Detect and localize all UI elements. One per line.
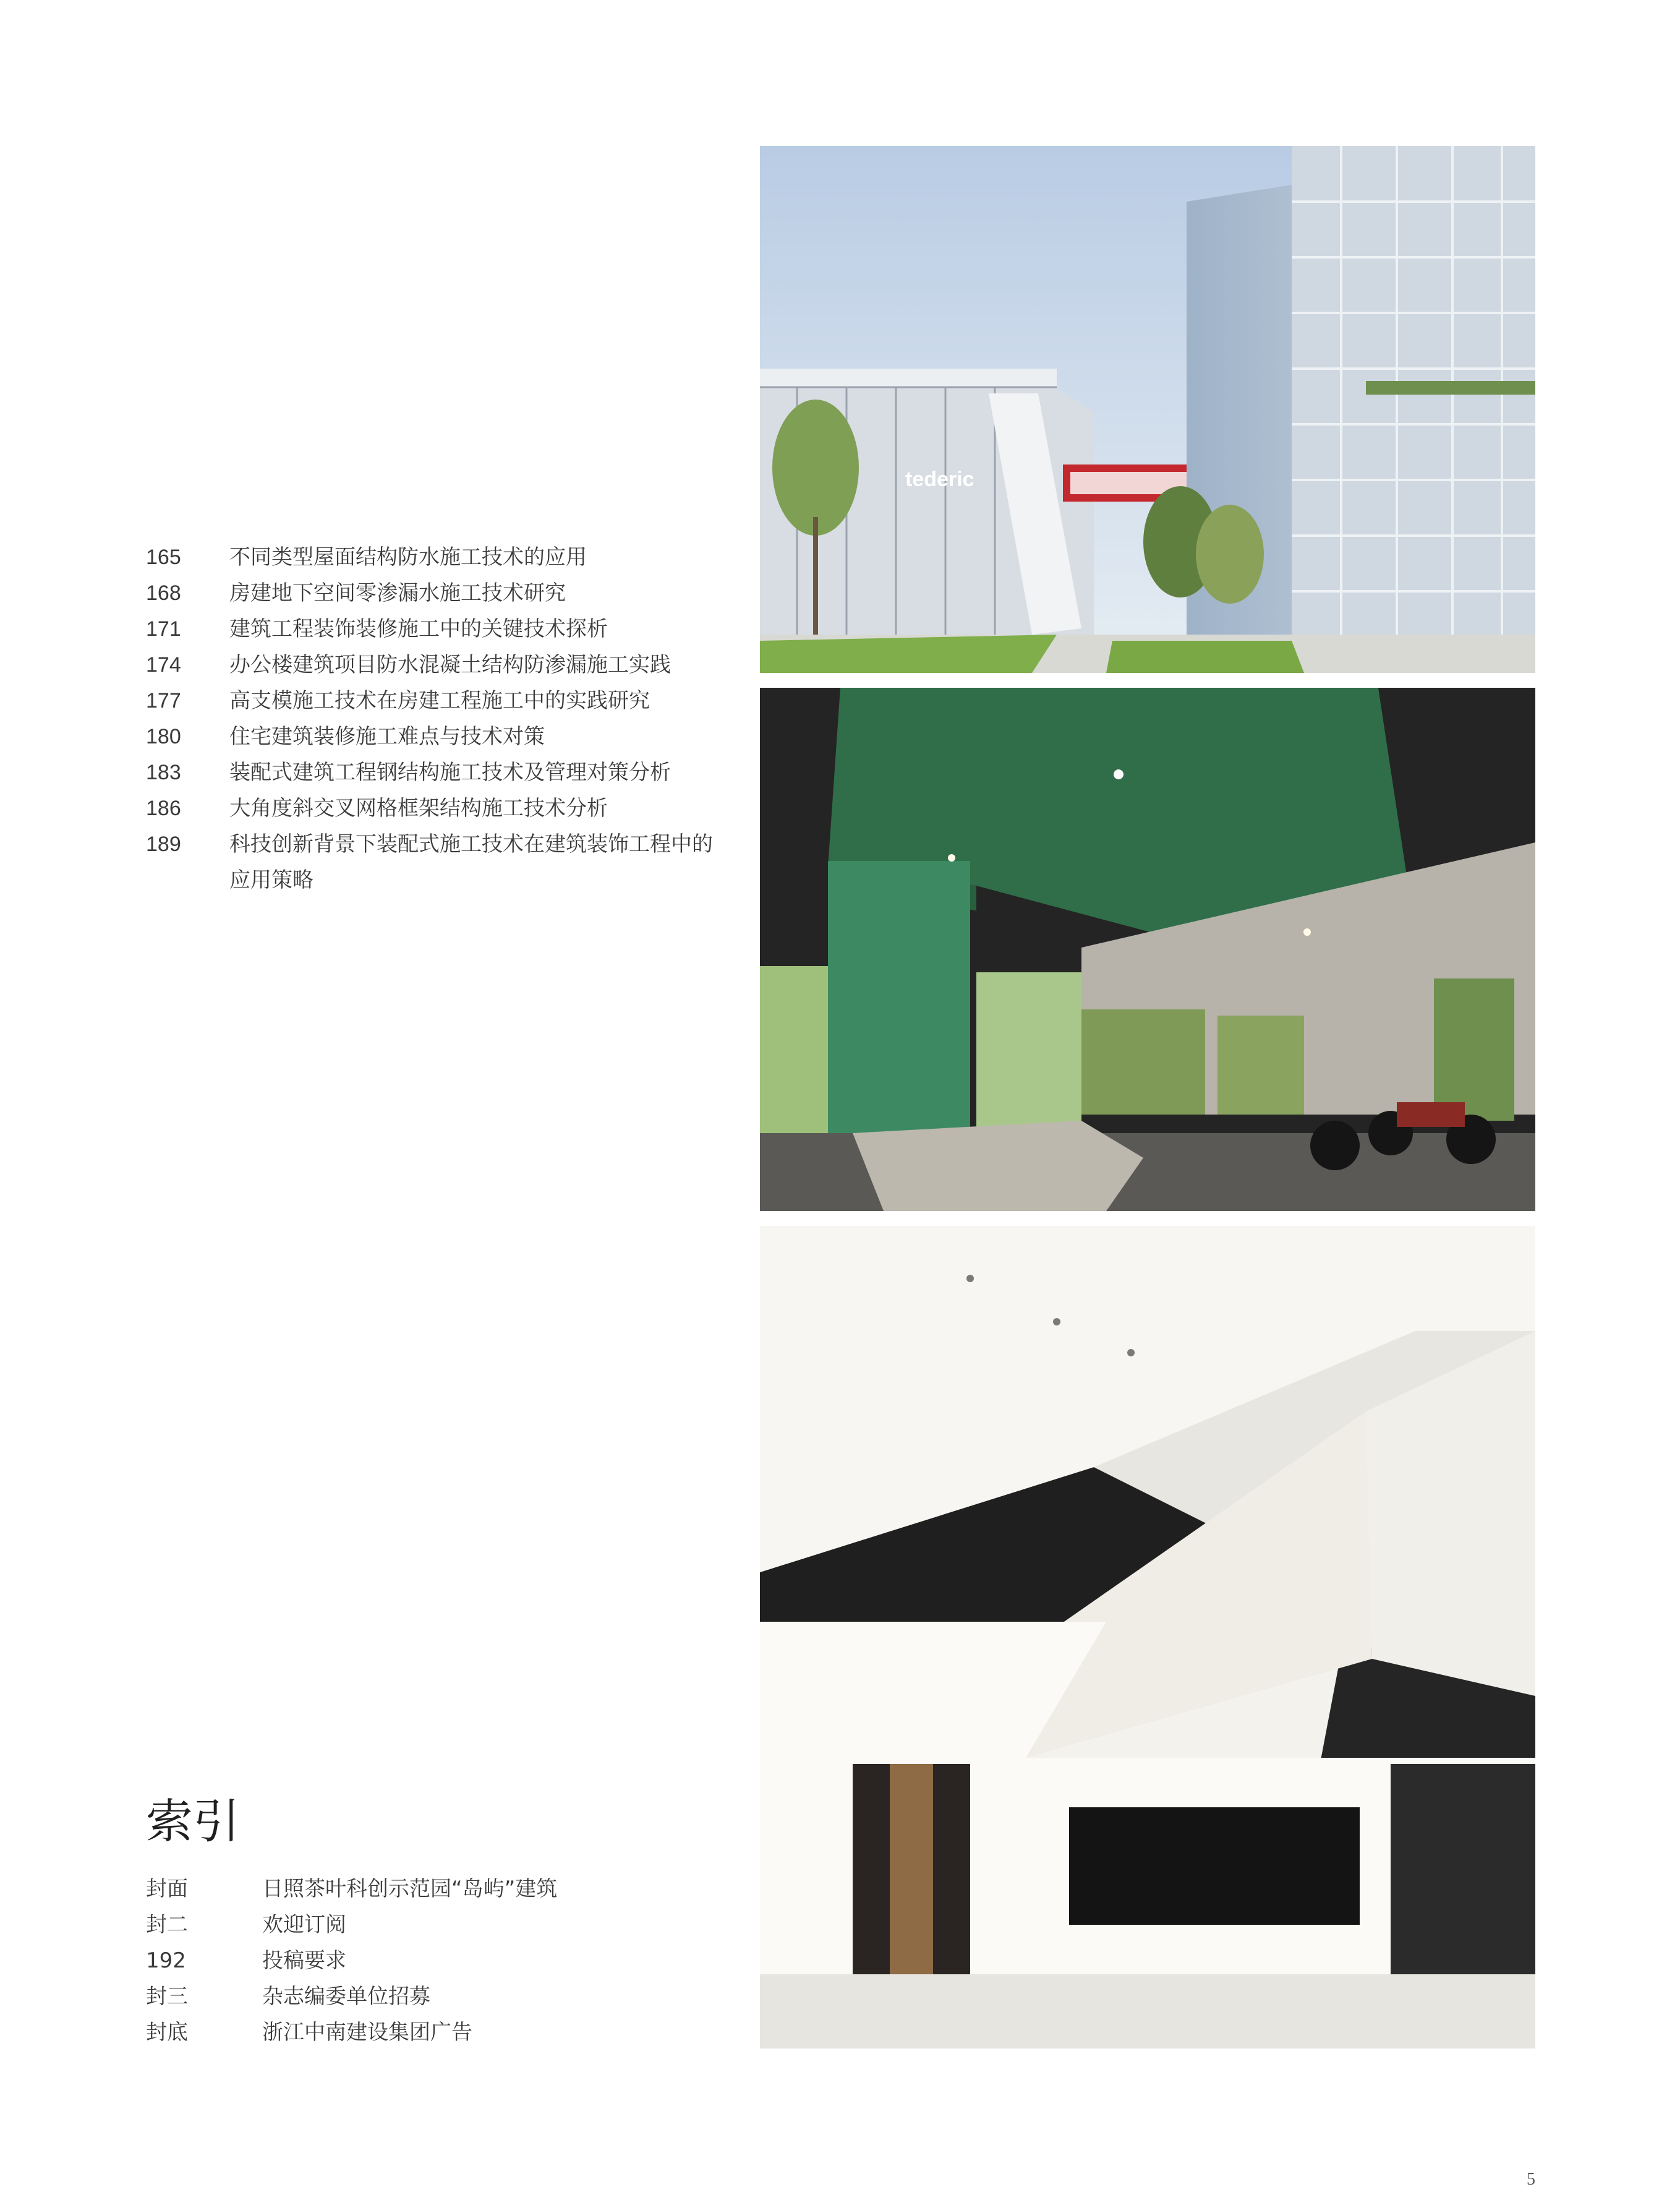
index-heading: 索引 xyxy=(146,1794,240,1849)
toc-page-number: 180 xyxy=(146,725,181,748)
toc-article-title: 住宅建筑装修施工难点与技术对策 xyxy=(229,724,545,749)
toc-article-title: 建筑工程装饰装修施工中的关键技术探析 xyxy=(229,617,608,641)
index-entry[interactable] xyxy=(146,1907,702,1943)
toc-article-title: 装配式建筑工程钢结构施工技术及管理对策分析 xyxy=(229,760,671,785)
toc-page-number: 171 xyxy=(146,617,181,641)
index-key: 封面 xyxy=(146,1877,188,1901)
toc-article-title: 房建地下空间零渗漏水施工技术研究 xyxy=(229,581,566,606)
photo-white-interior xyxy=(760,1226,1535,2049)
index-list xyxy=(146,1871,702,2050)
toc-page-number: 189 xyxy=(146,833,181,856)
index-key: 封二 xyxy=(146,1912,188,1937)
toc-entry[interactable] xyxy=(146,575,715,611)
index-entry[interactable] xyxy=(146,1871,702,1907)
toc-entry[interactable] xyxy=(146,719,715,755)
toc-page-number: 183 xyxy=(146,761,181,784)
toc-entry[interactable] xyxy=(146,755,715,790)
photo-building-exterior xyxy=(760,146,1535,673)
toc-page-number: 174 xyxy=(146,653,181,677)
index-key: 192 xyxy=(146,1948,186,1973)
toc-page-number: 168 xyxy=(146,581,181,605)
toc-page-number: 177 xyxy=(146,689,181,713)
index-entry[interactable] xyxy=(146,2014,702,2050)
toc-page-number: 165 xyxy=(146,546,181,569)
toc-article-title: 不同类型屋面结构防水施工技术的应用 xyxy=(229,545,587,570)
index-entry[interactable] xyxy=(146,1979,702,2014)
table-of-contents xyxy=(146,539,715,898)
toc-entry[interactable] xyxy=(146,647,715,683)
page-number: 5 xyxy=(1527,2170,1535,2189)
toc-article-title: 高支模施工技术在房建工程施工中的实践研究 xyxy=(229,688,650,713)
index-value: 浙江中南建设集团广告 xyxy=(262,2020,472,2045)
toc-entry[interactable] xyxy=(146,611,715,647)
toc-entry[interactable] xyxy=(146,826,715,898)
index-entry[interactable] xyxy=(146,1943,702,1979)
toc-entry[interactable] xyxy=(146,539,715,575)
toc-entry[interactable] xyxy=(146,790,715,826)
index-value: 投稿要求 xyxy=(262,1948,346,1973)
toc-article-title: 办公楼建筑项目防水混凝土结构防渗漏施工实践 xyxy=(229,653,671,677)
toc-page-number: 186 xyxy=(146,797,181,820)
building-signage: tederic xyxy=(905,468,974,491)
photo-green-showroom xyxy=(760,688,1535,1211)
index-key: 封三 xyxy=(146,1984,188,2009)
toc-entry[interactable] xyxy=(146,683,715,719)
toc-article-title: 大角度斜交叉网格框架结构施工技术分析 xyxy=(229,796,608,821)
index-value: 杂志编委单位招募 xyxy=(262,1984,430,2009)
toc-article-title: 科技创新背景下装配式施工技术在建筑装饰工程中的应用策略 xyxy=(229,832,713,893)
index-value: 欢迎订阅 xyxy=(262,1912,346,1937)
index-key: 封底 xyxy=(146,2020,188,2045)
index-value: 日照茶叶科创示范园“岛屿”建筑 xyxy=(262,1877,558,1901)
